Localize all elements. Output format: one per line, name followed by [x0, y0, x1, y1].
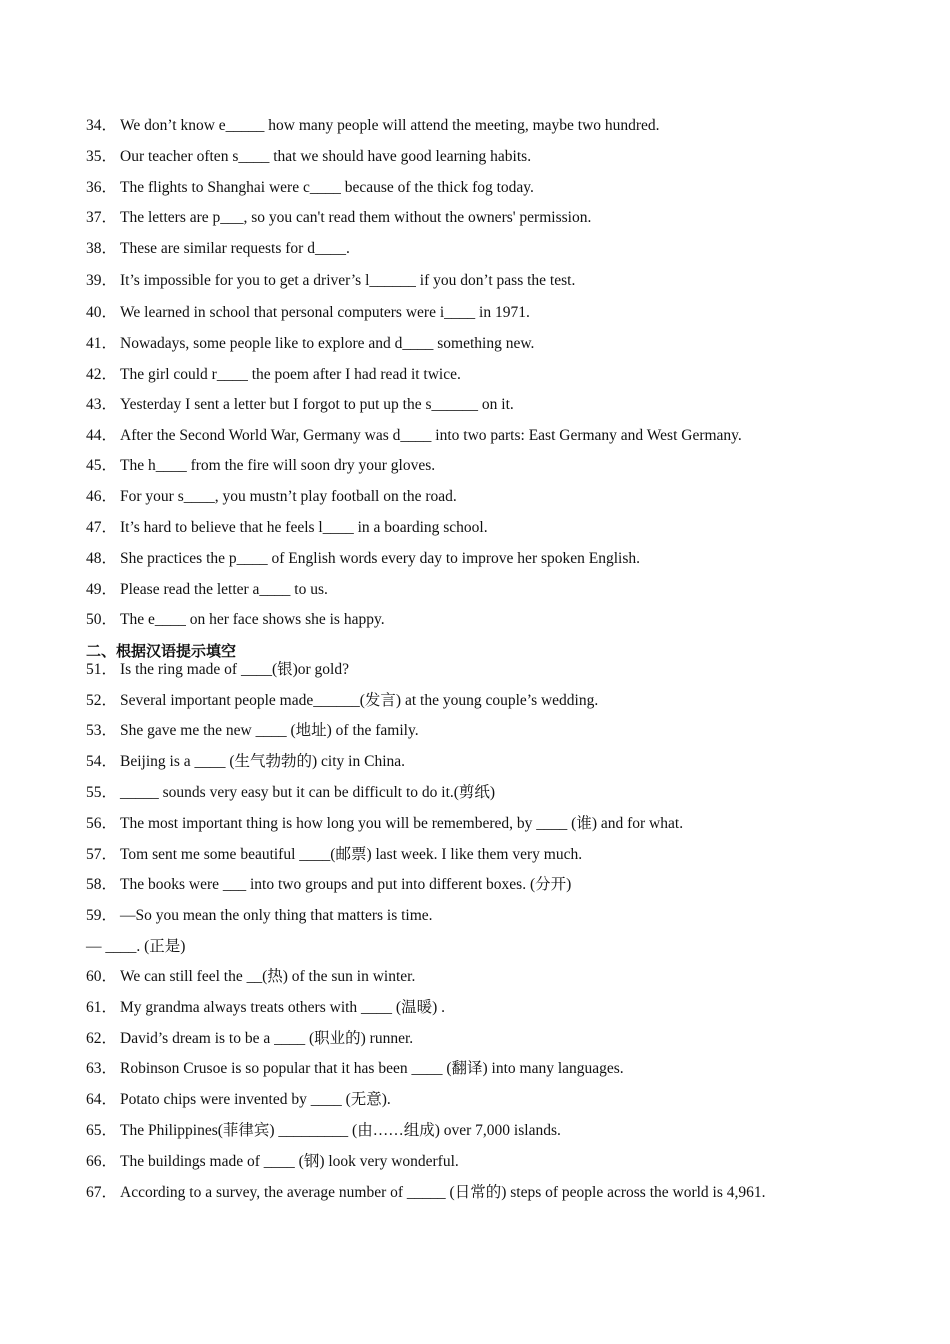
question-54	[86, 752, 405, 772]
question-number: 56．	[86, 815, 118, 832]
question-text: For your s____, you mustn’t play football on the road.	[120, 488, 457, 505]
question-number: 61．	[86, 999, 118, 1016]
question-number: 63．	[86, 1060, 118, 1077]
question-text: Robinson Crusoe is so popular that it has been ____ (翻译) into many languages.	[120, 1060, 624, 1077]
question-text: — ____. (正是)	[86, 938, 186, 955]
question-text: Several important people made______(发言) at the young couple’s wedding.	[120, 692, 599, 709]
question-text: It’s hard to believe that he feels l____ in a boarding school.	[120, 519, 488, 536]
question-number: 48．	[86, 550, 118, 567]
question-42	[86, 365, 461, 385]
question-text: We can still feel the __(热) of the sun in winter.	[120, 968, 416, 985]
question-44	[86, 426, 742, 446]
question-61	[86, 998, 445, 1018]
question-text: Please read the letter a____ to us.	[120, 581, 328, 598]
question-46	[86, 487, 457, 507]
question-text: Potato chips were invented by ____ (无意).	[120, 1091, 391, 1108]
question-49	[86, 580, 328, 600]
question-43	[86, 395, 514, 415]
question-number: 55．	[86, 784, 118, 801]
question-number: 41．	[86, 335, 118, 352]
question-67	[86, 1183, 766, 1203]
question-text: The most important thing is how long you will be remembered, by ____ (谁) and for what.	[120, 815, 684, 832]
question-47	[86, 518, 488, 538]
question-number: 43．	[86, 396, 118, 413]
question-50	[86, 610, 385, 630]
question-text: These are similar requests for d____.	[120, 240, 350, 257]
question-38	[86, 239, 350, 259]
question-text: We learned in school that personal computers were i____ in 1971.	[120, 304, 530, 321]
question-text: The letters are p___, so you can't read them without the owners' permission.	[120, 209, 592, 226]
question-39	[86, 271, 575, 291]
question-number: 42．	[86, 366, 118, 383]
question-text: Yesterday I sent a letter but I forgot to put up the s______ on it.	[120, 396, 514, 413]
question-66	[86, 1152, 459, 1172]
question-51	[86, 660, 349, 680]
question-37	[86, 208, 591, 228]
question-number: 49．	[86, 581, 118, 598]
question-64	[86, 1090, 391, 1110]
question-41	[86, 334, 534, 354]
question-text: Nowadays, some people like to explore and d____ something new.	[120, 335, 535, 352]
question-63	[86, 1059, 624, 1079]
question-number: 34．	[86, 117, 118, 134]
question-text: _____ sounds very easy but it can be difficult to do it.(剪纸)	[120, 784, 496, 801]
question-text: The buildings made of ____ (钢) look very wonderful.	[120, 1153, 459, 1170]
question-57	[86, 845, 582, 865]
question-number: 66．	[86, 1153, 118, 1170]
section-heading: 二、根据汉语提示填空	[86, 642, 237, 660]
question-number: 37．	[86, 209, 118, 226]
question-text: Our teacher often s____ that we should have good learning habits.	[120, 148, 532, 165]
question-62	[86, 1029, 413, 1049]
question-text: —So you mean the only thing that matters is time.	[120, 907, 433, 924]
question-number: 38．	[86, 240, 118, 257]
question-34	[86, 116, 660, 136]
question-number: 36．	[86, 179, 118, 196]
question-number: 46．	[86, 488, 118, 505]
question-59	[86, 906, 433, 926]
question-48	[86, 549, 640, 569]
question-number: 52．	[86, 692, 118, 709]
question-45	[86, 456, 435, 476]
question-text: My grandma always treats others with ____ (温暖) .	[120, 999, 446, 1016]
question-59-reply	[86, 937, 185, 957]
question-55	[86, 783, 495, 803]
question-36	[86, 178, 534, 198]
question-text: She practices the p____ of English words every day to improve her spoken English.	[120, 550, 640, 567]
question-number: 57．	[86, 846, 118, 863]
question-number: 45．	[86, 457, 118, 474]
question-text: According to a survey, the average number of _____ (日常的) steps of people across the world is 4,961.	[120, 1184, 766, 1201]
question-text: We don’t know e_____ how many people will attend the meeting, maybe two hundred.	[120, 117, 660, 134]
question-number: 64．	[86, 1091, 118, 1108]
question-number: 47．	[86, 519, 118, 536]
question-number: 58．	[86, 876, 118, 893]
question-text: David’s dream is to be a ____ (职业的) runner.	[120, 1030, 414, 1047]
question-text: She gave me the new ____ (地址) of the family.	[120, 722, 419, 739]
question-number: 35．	[86, 148, 118, 165]
question-40	[86, 303, 530, 323]
question-53	[86, 721, 419, 741]
question-number: 53．	[86, 722, 118, 739]
question-text: After the Second World War, Germany was d____ into two parts: East Germany and West Germany.	[120, 427, 742, 444]
question-56	[86, 814, 683, 834]
question-number: 65．	[86, 1122, 118, 1139]
question-number: 54．	[86, 753, 118, 770]
question-number: 51．	[86, 661, 118, 678]
question-text: It’s impossible for you to get a driver’s l______ if you don’t pass the test.	[120, 272, 576, 289]
question-text: The books were ___ into two groups and put into different boxes. (分开)	[120, 876, 572, 893]
question-text: The h____ from the fire will soon dry your gloves.	[120, 457, 436, 474]
question-number: 50．	[86, 611, 118, 628]
question-text: The girl could r____ the poem after I had read it twice.	[120, 366, 461, 383]
question-number: 60．	[86, 968, 118, 985]
question-number: 39．	[86, 272, 118, 289]
question-number: 62．	[86, 1030, 118, 1047]
question-number: 40．	[86, 304, 118, 321]
question-58	[86, 875, 571, 895]
question-35	[86, 147, 531, 167]
question-number: 59．	[86, 907, 118, 924]
question-number: 44．	[86, 427, 118, 444]
question-text: The e____ on her face shows she is happy.	[120, 611, 385, 628]
question-52	[86, 691, 598, 711]
question-65	[86, 1121, 561, 1141]
question-number: 67．	[86, 1184, 118, 1201]
question-text: Beijing is a ____ (生气勃勃的) city in China.	[120, 753, 406, 770]
question-text: Tom sent me some beautiful ____(邮票) last week. I like them very much.	[120, 846, 583, 863]
question-text: The Philippines(菲律宾) _________ (由……组成) over 7,000 islands.	[120, 1122, 561, 1139]
question-60	[86, 967, 415, 987]
question-text: Is the ring made of ____(银)or gold?	[120, 661, 349, 678]
question-text: The flights to Shanghai were c____ because of the thick fog today.	[120, 179, 534, 196]
